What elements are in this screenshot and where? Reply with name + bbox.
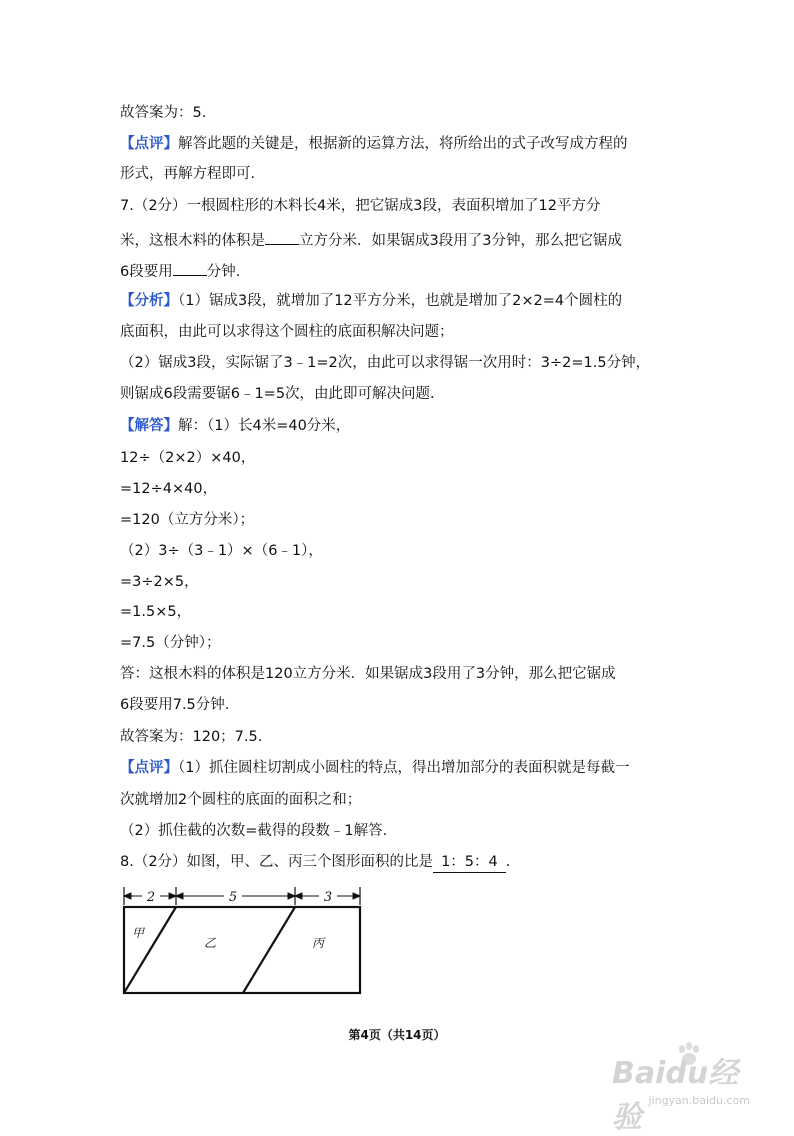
dim-label-3: 3 bbox=[323, 890, 333, 905]
solution-line-6: =3÷2×5， bbox=[120, 574, 199, 590]
area-figure bbox=[118, 880, 368, 1000]
arrow-head bbox=[124, 893, 131, 899]
comment-line-7-2: 次就增加2个圆柱的底面的面积之和； bbox=[120, 792, 362, 808]
solution-line-1: 【解答】解：（1）长4米=40分米， bbox=[120, 418, 351, 434]
arrow-head bbox=[353, 893, 360, 899]
outer-rectangle bbox=[124, 907, 360, 993]
question-7-line-1: 7.（2分）一根圆柱形的木料长4米，把它锯成3段，表面积增加了12平方分 bbox=[120, 198, 601, 214]
analysis-line-2: 底面积，由此可以求得这个圆柱的底面积解决问题； bbox=[120, 324, 454, 340]
watermark-url: jingyan.baidu.com bbox=[648, 1094, 750, 1107]
divider-left bbox=[124, 907, 176, 993]
arrow-head bbox=[295, 893, 302, 899]
comment-line-7-1: 【点评】（1）抓住圆柱切割成小圆柱的特点，得出增加部分的表面积就是每截一 bbox=[120, 760, 630, 776]
solution-line-8: =7.5（分钟）； bbox=[120, 635, 221, 651]
question-8-line: 8.（2分）如图，甲、乙、丙三个图形面积的比是 1：5：4 . bbox=[120, 852, 510, 873]
label-jia: 甲 bbox=[131, 926, 145, 940]
blank-time bbox=[173, 260, 207, 276]
question-7-line-3: 6段要用 分钟. bbox=[120, 260, 240, 282]
page-footer: 第4页（共14页） bbox=[348, 1028, 446, 1042]
divider-right bbox=[243, 907, 295, 993]
arrow-head bbox=[176, 893, 183, 899]
solution-line-7: =1.5×5， bbox=[120, 604, 192, 620]
answer-line-6: 故答案为：5. bbox=[120, 105, 207, 121]
answer-line-7: 故答案为：120；7.5. bbox=[120, 729, 263, 745]
analysis-line-4: 则锯成6段需要锯6﹣1=5次，由此即可解决问题. bbox=[120, 386, 435, 402]
watermark-text: Baidu经验 bbox=[612, 1056, 739, 1135]
comment-line-7-3: （2）抓住截的次数=截得的段数﹣1解答. bbox=[120, 823, 388, 839]
label-bing: 丙 bbox=[311, 936, 325, 950]
solution-line-2: 12÷（2×2）×40， bbox=[120, 450, 256, 466]
answer-statement-1: 答：这根木料的体积是120立方分米．如果锯成3段用了3分钟，那么把它锯成 bbox=[120, 666, 616, 682]
solution-line-3: =12÷4×40， bbox=[120, 481, 218, 497]
dim-label-1: 2 bbox=[146, 890, 156, 905]
analysis-tag: 【分析】 bbox=[120, 293, 178, 309]
solution-tag: 【解答】 bbox=[120, 418, 178, 434]
answer-statement-2: 6段要用7.5分钟. bbox=[120, 697, 230, 713]
analysis-line-1: 【分析】（1）锯成3段，就增加了12平方分米，也就是增加了2×2=4个圆柱的 bbox=[120, 293, 623, 309]
analysis-line-3: （2）锯成3段，实际锯了3﹣1=2次，由此可以求得锯一次用时：3÷2=1.5分钟， bbox=[120, 355, 651, 371]
solution-line-5: （2）3÷（3﹣1）×（6﹣1）， bbox=[120, 543, 323, 559]
label-yi: 乙 bbox=[203, 936, 217, 950]
dim-label-2: 5 bbox=[228, 890, 238, 905]
comment-line-cont: 形式，再解方程即可. bbox=[120, 166, 256, 182]
solution-line-4: =120（立方分米）； bbox=[120, 512, 255, 528]
baidu-watermark bbox=[612, 1040, 752, 1135]
question-7-line-2: 米，这根木料的体积是 立方分米．如果锯成3段用了3分钟，那么把它锯成 bbox=[120, 229, 622, 251]
answer-ratio: 1：5：4 bbox=[433, 852, 506, 873]
blank-volume bbox=[265, 229, 299, 245]
comment-line: 【点评】解答此题的关键是，根据新的运算方法，将所给出的式子改写成方程的 bbox=[120, 136, 628, 152]
comment-tag: 【点评】 bbox=[120, 136, 178, 152]
comment-tag-2: 【点评】 bbox=[120, 760, 178, 776]
